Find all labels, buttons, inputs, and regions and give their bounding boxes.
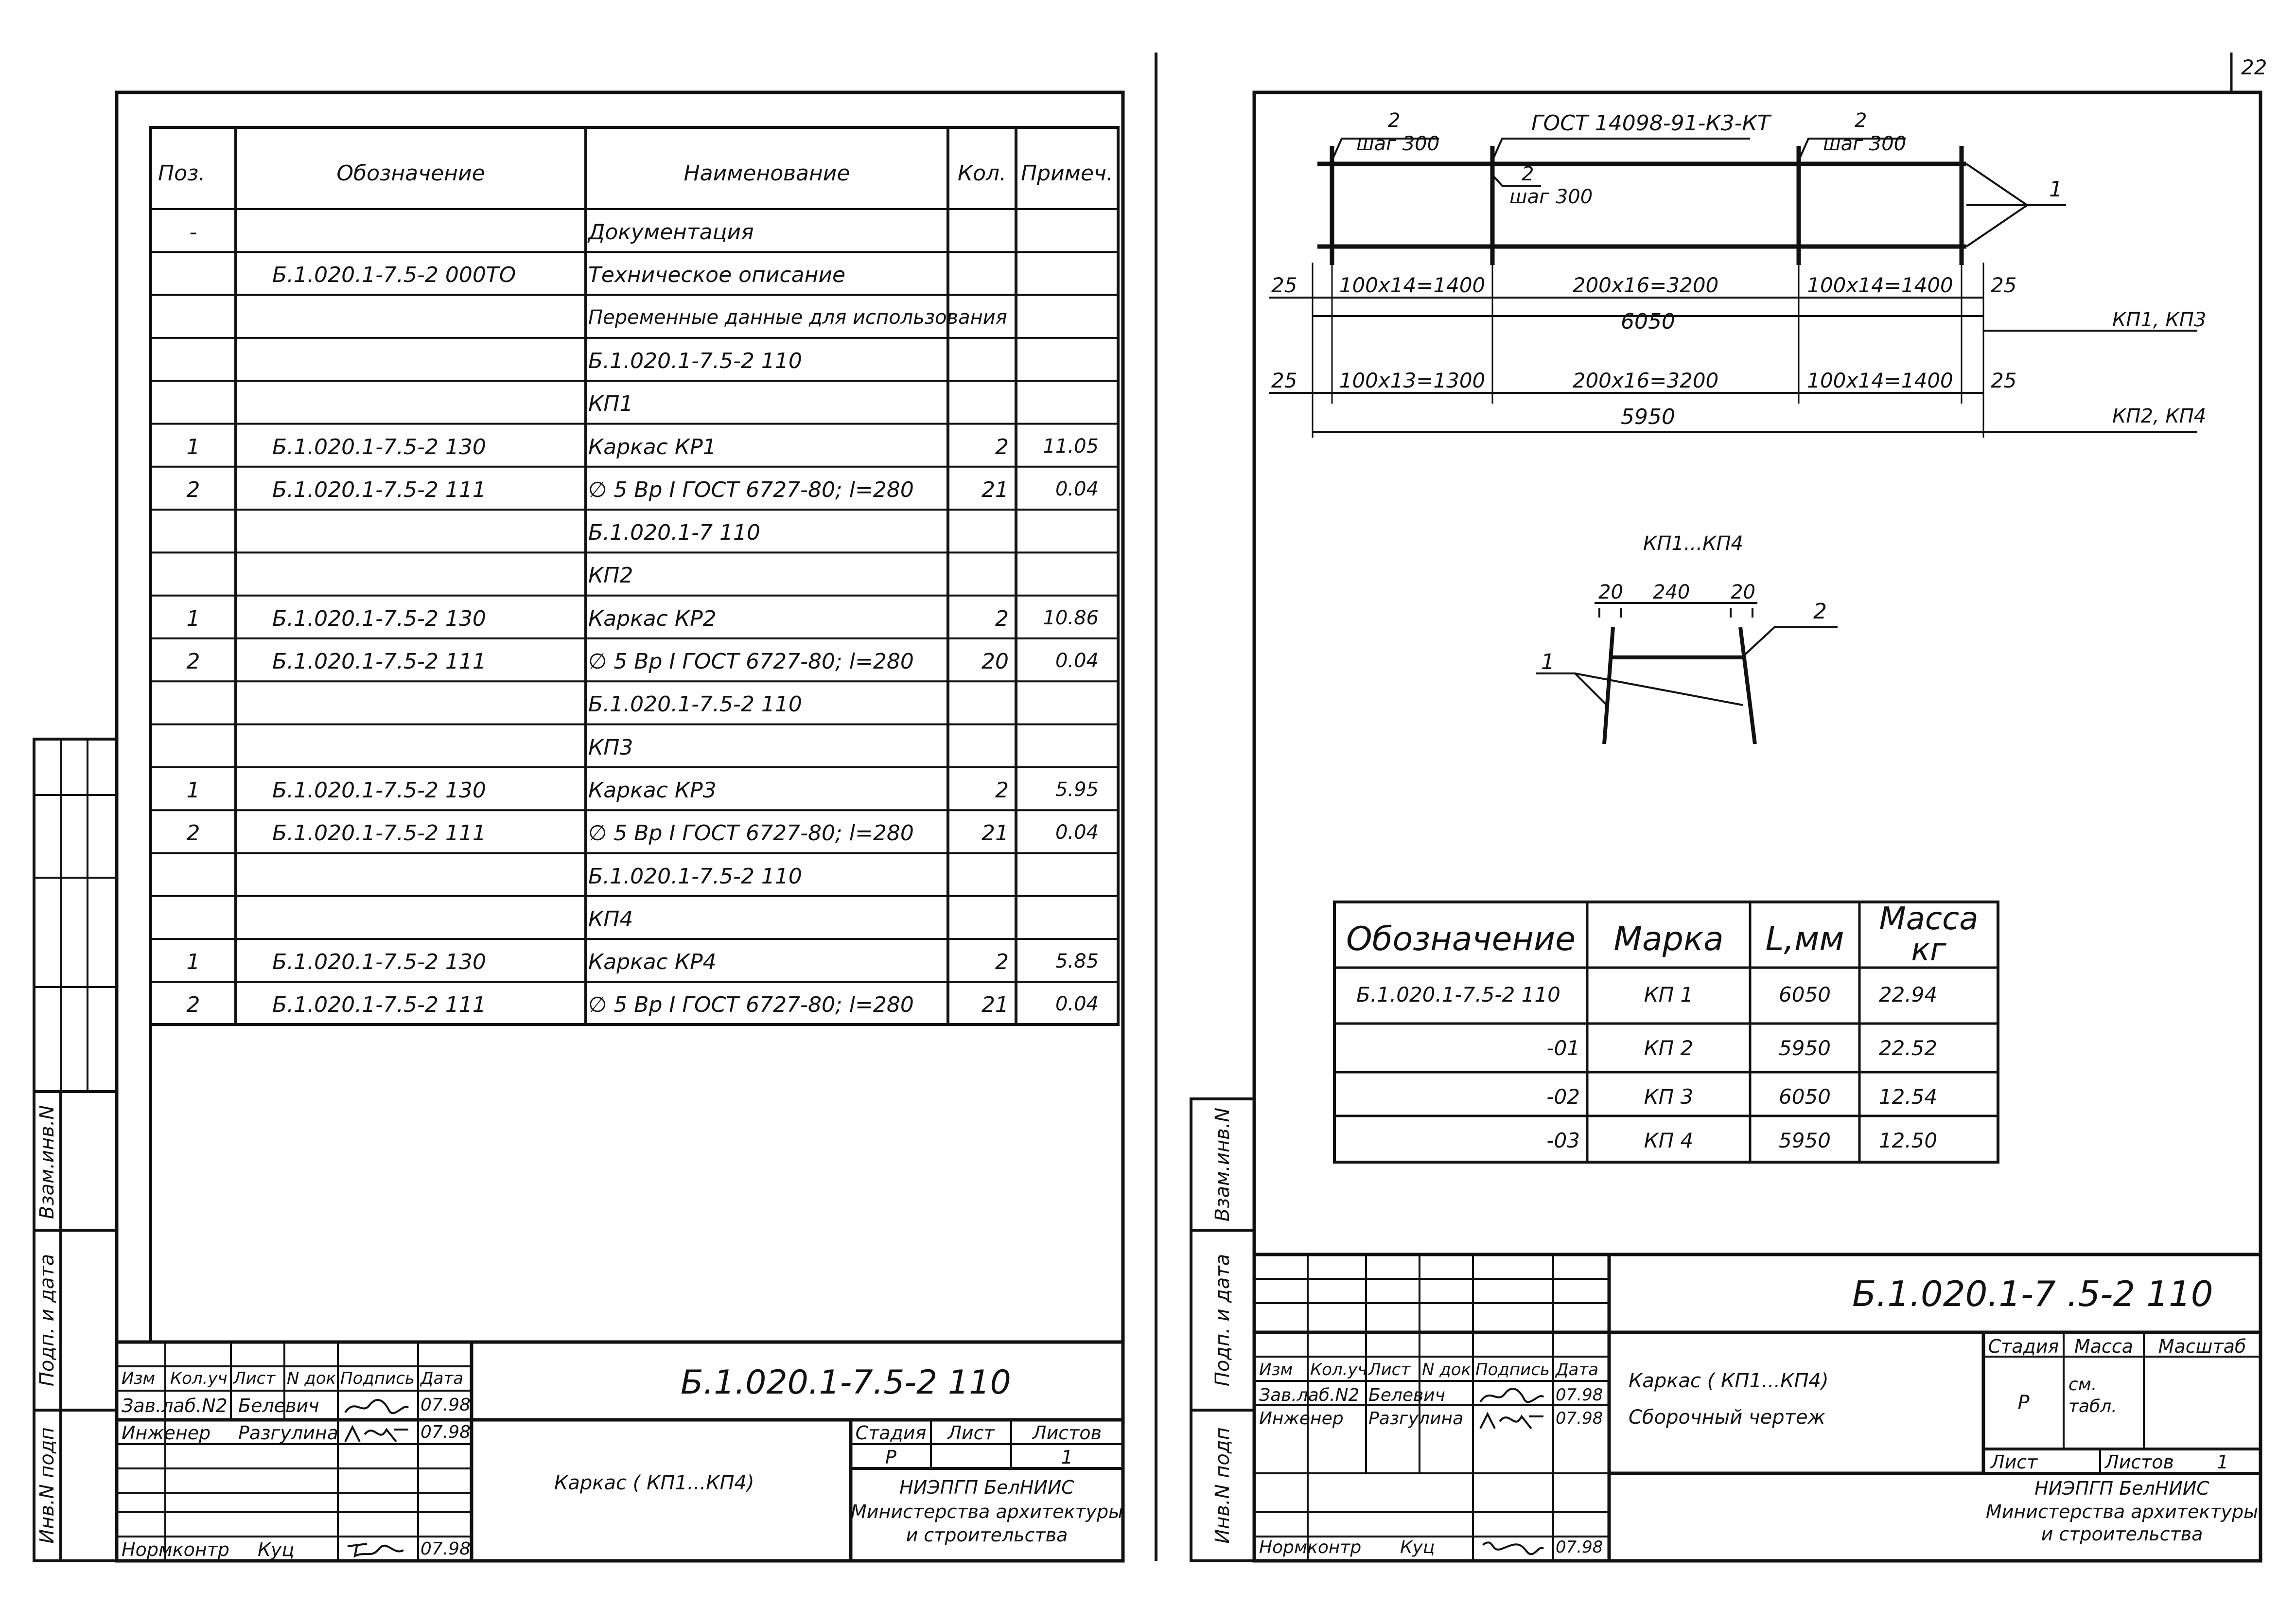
signature-kuts (340, 1537, 413, 1561)
spec-cell-qty: 2 (995, 606, 1009, 631)
mass-cell-length: 5950 (1779, 1036, 1831, 1060)
spec-cell-pos: 2 (186, 992, 200, 1018)
col-ndok: N док (287, 1369, 336, 1388)
dim-row2-2: 200x16=3200 (1572, 369, 1719, 392)
spec-cell-pos: 2 (186, 821, 200, 846)
mass-cell-mass: 12.54 (1878, 1085, 1938, 1109)
spec-cell-pos: 1 (186, 434, 200, 459)
spec-cell-designation: Б.1.020.1-7.5-2 111 (272, 821, 486, 846)
date-head: 07.98 (421, 1395, 471, 1415)
r-org-line3: и строительства (2041, 1523, 2203, 1545)
spec-cell-name: ∅ 5 Вр I ГОСТ 6727-80; l=280 (588, 992, 914, 1018)
r-col-podpis: Подпись (1475, 1360, 1550, 1379)
total-row2: 5950 (1621, 405, 1675, 429)
spec-cell-name: Документация (588, 220, 754, 245)
dim-row1-1: 100x14=1400 (1339, 273, 1486, 297)
r-name-engineer: Разгулина (1368, 1409, 1464, 1429)
spec-cell-name: Б.1.020.1-7 110 (588, 520, 760, 546)
spec-cell-name: Б.1.020.1-7.5-2 110 (588, 348, 802, 373)
r-org-line1: НИЭПГП БелНИИС (2034, 1478, 2209, 1499)
mass-cell-designation: -02 (1546, 1085, 1580, 1109)
spec-cell-qty: 20 (981, 649, 1009, 674)
spec-cell-note: 0.04 (1055, 477, 1099, 500)
spec-cell-note: 0.04 (1055, 821, 1099, 844)
total-row1: 6050 (1621, 309, 1675, 334)
col-header-designation: Обозначение (336, 161, 485, 186)
spec-cell-name: Каркас КР4 (588, 950, 717, 975)
role-engineer: Инженер (122, 1422, 211, 1444)
spec-cell-name: ∅ 5 Вр I ГОСТ 6727-80; l=280 (588, 821, 914, 846)
spec-cell-name: КП1 (588, 391, 633, 417)
spec-cell-note: 0.04 (1055, 993, 1099, 1016)
right-doc-code: Б.1.020.1-7 .5-2 110 (1852, 1273, 2213, 1314)
spec-cell-note: 5.85 (1055, 950, 1099, 973)
spec-cell-designation: Б.1.020.1-7.5-2 130 (272, 434, 486, 459)
spec-cell-pos: 2 (186, 477, 200, 502)
r-signature-kuts (1475, 1534, 1548, 1558)
left-org-line2: Министерства архитектуры (851, 1501, 1123, 1522)
mass-cell-mark: КП 3 (1644, 1085, 1694, 1109)
section-dim-right: 20 (1731, 581, 1755, 603)
r-date-head: 07.98 (1556, 1385, 1603, 1405)
r-mass-value: см. табл. (2068, 1375, 2117, 1416)
left-sheets-header: Листов (1033, 1422, 1102, 1444)
spec-cell-qty: 2 (995, 950, 1009, 975)
date-engineer: 07.98 (421, 1422, 471, 1442)
spec-cell-note: 10.86 (1043, 606, 1099, 629)
spec-cell-name: КП4 (588, 906, 633, 932)
col-data: Дата (421, 1369, 464, 1388)
left-stage-value: Р (885, 1447, 896, 1468)
section-dim-mid: 240 (1653, 581, 1690, 603)
left-org-line3: и строительства (906, 1524, 1068, 1546)
side-label-inv-orig-right: Инв.N подп (1211, 1427, 1234, 1544)
spec-cell-name: Каркас КР2 (588, 606, 717, 631)
mass-cell-designation: Б.1.020.1-7.5-2 110 (1356, 983, 1560, 1007)
spec-cell-name: Техническое описание (588, 263, 846, 288)
leader-2a-step: шаг 300 (1356, 133, 1440, 155)
mass-cell-mass: 22.94 (1878, 983, 1938, 1007)
r-date-normcontrol: 07.98 (1556, 1537, 1603, 1557)
r-sheets-header: Листов (2105, 1451, 2174, 1473)
name-normcontrol: Куц (258, 1539, 295, 1560)
side-label-replace-inv: Взам.инв.N (36, 1105, 58, 1219)
spec-cell-designation: Б.1.020.1-7.5-2 000ТО (272, 263, 516, 288)
section-dim-left: 20 (1598, 581, 1623, 603)
col-header-qty: Кол. (957, 161, 1007, 186)
side-label-replace-inv-right: Взам.инв.N (1211, 1107, 1234, 1222)
spec-cell-designation: Б.1.020.1-7.5-2 130 (272, 777, 486, 803)
r-col-izm: Изм (1259, 1360, 1293, 1379)
side-label-sign-date-right: Подп. и дата (1211, 1254, 1234, 1387)
spec-cell-qty: 21 (981, 992, 1009, 1018)
r-signature-belevich (1475, 1383, 1548, 1410)
col-izm: Изм (122, 1369, 156, 1388)
spec-cell-note: 5.95 (1055, 778, 1099, 801)
r-signature-razgulina (1475, 1407, 1548, 1436)
left-doc-code: Б.1.020.1-7.5-2 110 (681, 1363, 1011, 1402)
left-doc-title: Каркас ( КП1...КП4) (554, 1472, 754, 1494)
r-org-line2: Министерства архитектуры (1985, 1501, 2259, 1522)
mass-cell-length: 5950 (1779, 1129, 1831, 1152)
mass-cell-designation: -01 (1546, 1036, 1580, 1060)
spec-cell-designation: Б.1.020.1-7.5-2 111 (272, 992, 486, 1018)
r-stage-header: Стадия (1988, 1336, 2059, 1357)
gost-label: ГОСТ 14098-91-К3-КТ (1531, 111, 1770, 136)
mass-header-length: L,мм (1765, 920, 1844, 958)
spec-cell-note: 11.05 (1043, 435, 1099, 458)
role-normcontrol: Нормконтр (122, 1539, 229, 1560)
page-number: 22 (2241, 55, 2267, 79)
mass-cell-mark: КП 4 (1644, 1129, 1694, 1152)
mass-header-mark: Марка (1613, 920, 1724, 958)
r-role-normcontrol: Нормконтр (1259, 1537, 1362, 1557)
r-stage-value: Р (2017, 1392, 2030, 1414)
section-pos-2: 2 (1813, 599, 1827, 624)
spec-cell-pos: 2 (186, 649, 200, 674)
spec-cell-pos: 1 (186, 606, 200, 631)
col-podpis: Подпись (340, 1369, 415, 1388)
r-col-ndok: N док (1422, 1360, 1472, 1379)
dim-row2-3: 100x14=1400 (1807, 369, 1953, 392)
spec-cell-designation: Б.1.020.1-7.5-2 130 (272, 606, 486, 631)
r-role-engineer: Инженер (1259, 1409, 1344, 1429)
r-scale-header: Масштаб (2158, 1336, 2246, 1357)
col-list: Лист (233, 1369, 276, 1388)
spec-cell-pos: 1 (186, 950, 200, 975)
mass-cell-length: 6050 (1779, 1085, 1831, 1109)
mass-cell-mark: КП 2 (1644, 1036, 1694, 1060)
spec-cell-designation: Б.1.020.1-7.5-2 130 (272, 950, 486, 975)
spec-cell-qty: 2 (995, 434, 1009, 459)
r-date-engineer: 07.98 (1556, 1409, 1603, 1428)
r-col-data: Дата (1556, 1360, 1599, 1379)
col-header-note: Примеч. (1021, 161, 1113, 186)
col-header-name: Наименование (684, 161, 850, 186)
date-normcontrol: 07.98 (421, 1539, 471, 1559)
name-engineer: Разгулина (238, 1422, 338, 1444)
r-col-kolich: Кол.уч (1310, 1360, 1367, 1379)
r-col-list: Лист (1368, 1360, 1411, 1379)
leader-2b-label: 2 (1522, 163, 1534, 185)
spec-cell-name: Б.1.020.1-7.5-2 110 (588, 864, 802, 889)
section-title: КП1...КП4 (1643, 532, 1743, 555)
spec-cell-pos: - (189, 220, 197, 245)
r-sheets-value: 1 (2217, 1451, 2229, 1473)
mass-cell-length: 6050 (1779, 983, 1831, 1007)
spec-cell-name: Б.1.020.1-7.5-2 110 (588, 692, 802, 717)
spec-cell-designation: Б.1.020.1-7.5-2 111 (272, 477, 486, 502)
mass-header-designation: Обозначение (1346, 920, 1576, 958)
mass-cell-mass: 22.52 (1878, 1036, 1938, 1060)
leader-2b-step: шаг 300 (1509, 186, 1593, 208)
dim-row2-4: 25 (1991, 369, 2017, 392)
marks-row1: КП1, КП3 (2112, 309, 2207, 331)
right-doc-title-line1: Каркас ( КП1...КП4) (1629, 1370, 1829, 1392)
col-header-pos: Поз. (158, 161, 206, 186)
spec-cell-qty: 21 (981, 477, 1009, 502)
role-head: Зав.лаб.N2 (122, 1395, 228, 1416)
spec-cell-name: ∅ 5 Вр I ГОСТ 6727-80; l=280 (588, 477, 914, 502)
left-sheets-value: 1 (1061, 1447, 1073, 1468)
dim-row2-1: 100x13=1300 (1339, 369, 1486, 392)
r-mass-header: Масса (2074, 1336, 2134, 1357)
side-label-sign-date: Подп. и дата (36, 1254, 58, 1387)
spec-cell-note: 0.04 (1055, 650, 1099, 672)
right-doc-title-line2: Сборочный чертеж (1629, 1406, 1825, 1429)
signature-razgulina (340, 1420, 413, 1449)
spec-cell-name: Каркас КР3 (588, 777, 717, 803)
spec-cell-name: ∅ 5 Вр I ГОСТ 6727-80; l=280 (588, 649, 914, 674)
leader-2c-step: шаг 300 (1823, 133, 1907, 155)
left-sheet-header: Лист (947, 1422, 995, 1444)
spec-cell-pos: 1 (186, 777, 200, 803)
dim-row1-2: 200x16=3200 (1572, 273, 1719, 297)
dim-row1-0: 25 (1271, 273, 1297, 297)
spec-cell-qty: 2 (995, 777, 1009, 803)
left-stage-header: Стадия (855, 1422, 927, 1444)
marks-row2: КП2, КП4 (2112, 405, 2207, 427)
mass-cell-mass: 12.50 (1878, 1129, 1938, 1152)
section-pos-1: 1 (1541, 650, 1555, 674)
spec-cell-name: Каркас КР1 (588, 434, 717, 459)
mass-header-mass: Масса кг (1879, 901, 1979, 968)
r-role-head: Зав.лаб.N2 (1259, 1385, 1360, 1405)
r-name-head: Белевич (1368, 1385, 1445, 1405)
spec-cell-name: Переменные данные для использования (588, 306, 1007, 329)
left-org-line1: НИЭПГП БелНИИС (899, 1477, 1074, 1498)
mass-cell-mark: КП 1 (1644, 983, 1694, 1007)
signature-belevich (340, 1393, 413, 1422)
pos-1-label: 1 (2049, 177, 2063, 202)
dim-row1-3: 100x14=1400 (1807, 273, 1953, 297)
r-sheet-header: Лист (1991, 1451, 2038, 1473)
spec-cell-name: КП2 (588, 563, 633, 588)
spec-cell-name: КП3 (588, 735, 633, 760)
r-name-normcontrol: Куц (1400, 1537, 1435, 1557)
col-kolich: Кол.уч (170, 1369, 228, 1388)
dim-row2-0: 25 (1271, 369, 1297, 392)
mass-cell-designation: -03 (1546, 1129, 1580, 1152)
dim-row1-4: 25 (1991, 273, 2017, 297)
spec-cell-qty: 21 (981, 821, 1009, 846)
name-head: Белевич (238, 1395, 319, 1416)
leader-2c-label: 2 (1855, 109, 1867, 132)
leader-2a-label: 2 (1388, 109, 1401, 132)
spec-cell-designation: Б.1.020.1-7.5-2 111 (272, 649, 486, 674)
side-label-inv-orig: Инв.N подп (36, 1427, 58, 1544)
